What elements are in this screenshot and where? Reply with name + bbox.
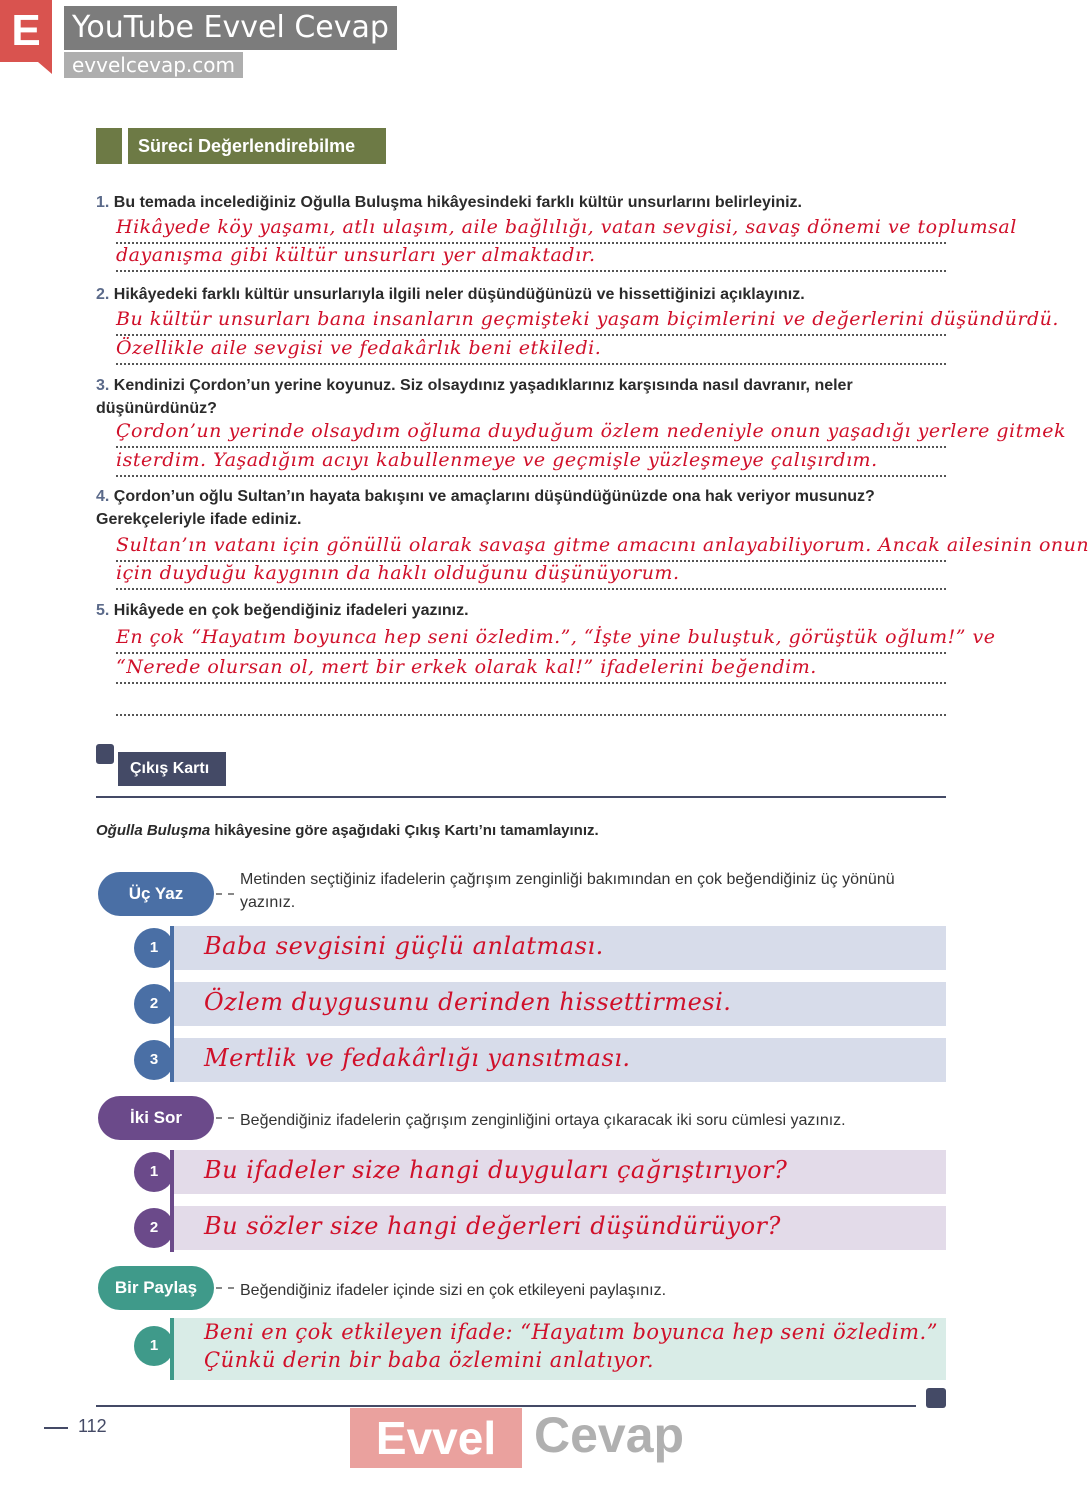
iki-sor-label: İki Sor — [98, 1096, 214, 1140]
answer-text: Mertlik ve fedakârlığı yansıtması. — [204, 1044, 631, 1072]
page-number: 112 — [44, 1416, 107, 1437]
answer-line[interactable] — [116, 684, 946, 716]
question-text: Kendinizi Çordon’un yerine koyunuz. Siz olsaydınız yaşadıklarınız karşısında nasıl davranır, neler düşünürdünüz? — [96, 377, 853, 417]
question-1 — [96, 191, 946, 214]
brand-title: YouTube Evvel Cevap — [64, 6, 397, 50]
bir-paylas-label: Bir Paylaş — [98, 1266, 214, 1310]
answer-line[interactable]: dayanışma gibi kültür unsurları yer almaktadır. — [116, 240, 946, 272]
connector — [216, 1117, 234, 1119]
iki-sor-instruction: Beğendiğiniz ifadelerin çağrışım zenginliğini ortaya çıkaracak iki soru cümlesi yazınız. — [240, 1112, 846, 1129]
uc-yaz-instruction: Metinden seçtiğiniz ifadelerin çağrışım zenginliği bakımından en çok beğendiğiniz üç yönünü yazınız. — [240, 871, 895, 911]
brand-url: evvelcevap.com — [64, 52, 243, 78]
question-5 — [96, 599, 946, 622]
question-text: Hikâyede en çok beğendiğiniz ifadeleri yazınız. — [113, 602, 469, 619]
exit-card-title: Çıkış Kartı — [118, 752, 226, 786]
answer-line[interactable]: için duyduğu kaygının da haklı olduğunu düşünüyorum. — [116, 558, 946, 590]
question-number: 5. — [96, 602, 110, 619]
section-marker — [96, 128, 122, 164]
connector — [216, 1287, 234, 1289]
watermark-evvel: Evvel — [350, 1408, 522, 1468]
answer-text: Çünkü derin bir baba özlemini anlatıyor. — [204, 1348, 655, 1372]
connector — [216, 893, 234, 895]
answer-text: Baba sevgisini güçlü anlatması. — [204, 932, 604, 960]
answer-line[interactable]: isterdim. Yaşadığım acıyı kabullenmeye ve geçmişle yüzleşmeye çalışırdım. — [116, 445, 946, 477]
item-number: 2 — [134, 984, 174, 1024]
answer-line[interactable]: “Nerede olursan ol, mert bir erkek olarak kal!” ifadelerini beğendim. — [116, 652, 946, 684]
question-number: 1. — [96, 194, 110, 211]
question-number: 3. — [96, 377, 110, 394]
answer-line[interactable]: Bu kültür unsurları bana insanların geçmişteki yaşam biçimlerini ve değerlerini düşündürdü. — [116, 304, 946, 336]
watermark-cevap: Cevap — [534, 1407, 685, 1463]
story-title: Oğulla Buluşma — [96, 822, 211, 839]
question-text: Hikâyedeki farklı kültür unsurlarıyla ilgili neler düşündüğünüzü ve hissettiğinizi açıklayınız. — [113, 286, 805, 303]
uc-yaz-label: Üç Yaz — [98, 872, 214, 916]
answer-line[interactable]: Özellikle aile sevgisi ve fedakârlık beni etkiledi. — [116, 333, 946, 365]
footer-rule — [96, 1405, 916, 1407]
question-2 — [96, 283, 946, 306]
bir-paylas-instruction: Beğendiğiniz ifadeler içinde sizi en çok etkileyeni paylaşınız. — [240, 1282, 667, 1299]
answer-text: Beni en çok etkileyen ifade: “Hayatım boyunca hep seni özledim.” — [204, 1320, 938, 1344]
exit-card-marker — [96, 744, 114, 764]
question-4 — [96, 485, 946, 531]
section-title: Süreci Değerlendirebilme — [128, 128, 386, 164]
question-text: Bu temada incelediğiniz Oğulla Buluşma hikâyesindeki farklı kültür unsurlarını belirleyiniz. — [113, 194, 802, 211]
answer-text: Özlem duygusunu derinden hissettirmesi. — [204, 988, 732, 1016]
question-number: 4. — [96, 488, 110, 505]
question-3 — [96, 374, 946, 420]
answer-text: Bu sözler size hangi değerleri düşündürüyor? — [204, 1212, 781, 1240]
answer-line[interactable]: Hikâyede köy yaşamı, atlı ulaşım, aile bağlılığı, vatan sevgisi, savaş dönemi ve toplumsal — [116, 212, 946, 244]
divider — [96, 796, 946, 798]
footer-marker — [926, 1388, 946, 1408]
brand-logo: E — [0, 0, 52, 62]
item-number: 1 — [134, 1326, 174, 1366]
question-text: Çordon’un oğlu Sultan’ın hayata bakışını ve amaçlarını düşündüğünüzde ona hak veriyor musunuz? Gerekçeleriyle ifade ediniz. — [96, 488, 875, 528]
answer-text: Bu ifadeler size hangi duyguları çağrıştırıyor? — [204, 1156, 788, 1184]
question-number: 2. — [96, 286, 110, 303]
answer-line[interactable]: En çok “Hayatım boyunca hep seni özledim.”, “İşte yine buluştuk, görüştük oğlum!” ve — [116, 622, 946, 654]
item-number: 2 — [134, 1208, 174, 1248]
item-number: 3 — [134, 1040, 174, 1080]
exit-card-intro: Oğulla Buluşma hikâyesine göre aşağıdaki Çıkış Kartı’nı tamamlayınız. — [96, 822, 599, 839]
item-number: 1 — [134, 928, 174, 968]
item-number: 1 — [134, 1152, 174, 1192]
answer-line[interactable]: Sultan’ın vatanı için gönüllü olarak savaşa gitme amacını anlayabiliyorum. Ancak ailesinin onun — [116, 530, 946, 562]
answer-line[interactable]: Çordon’un yerinde olsaydım oğluma duyduğum özlem nedeniyle onun yaşadığı yerlere gitmek — [116, 416, 946, 448]
